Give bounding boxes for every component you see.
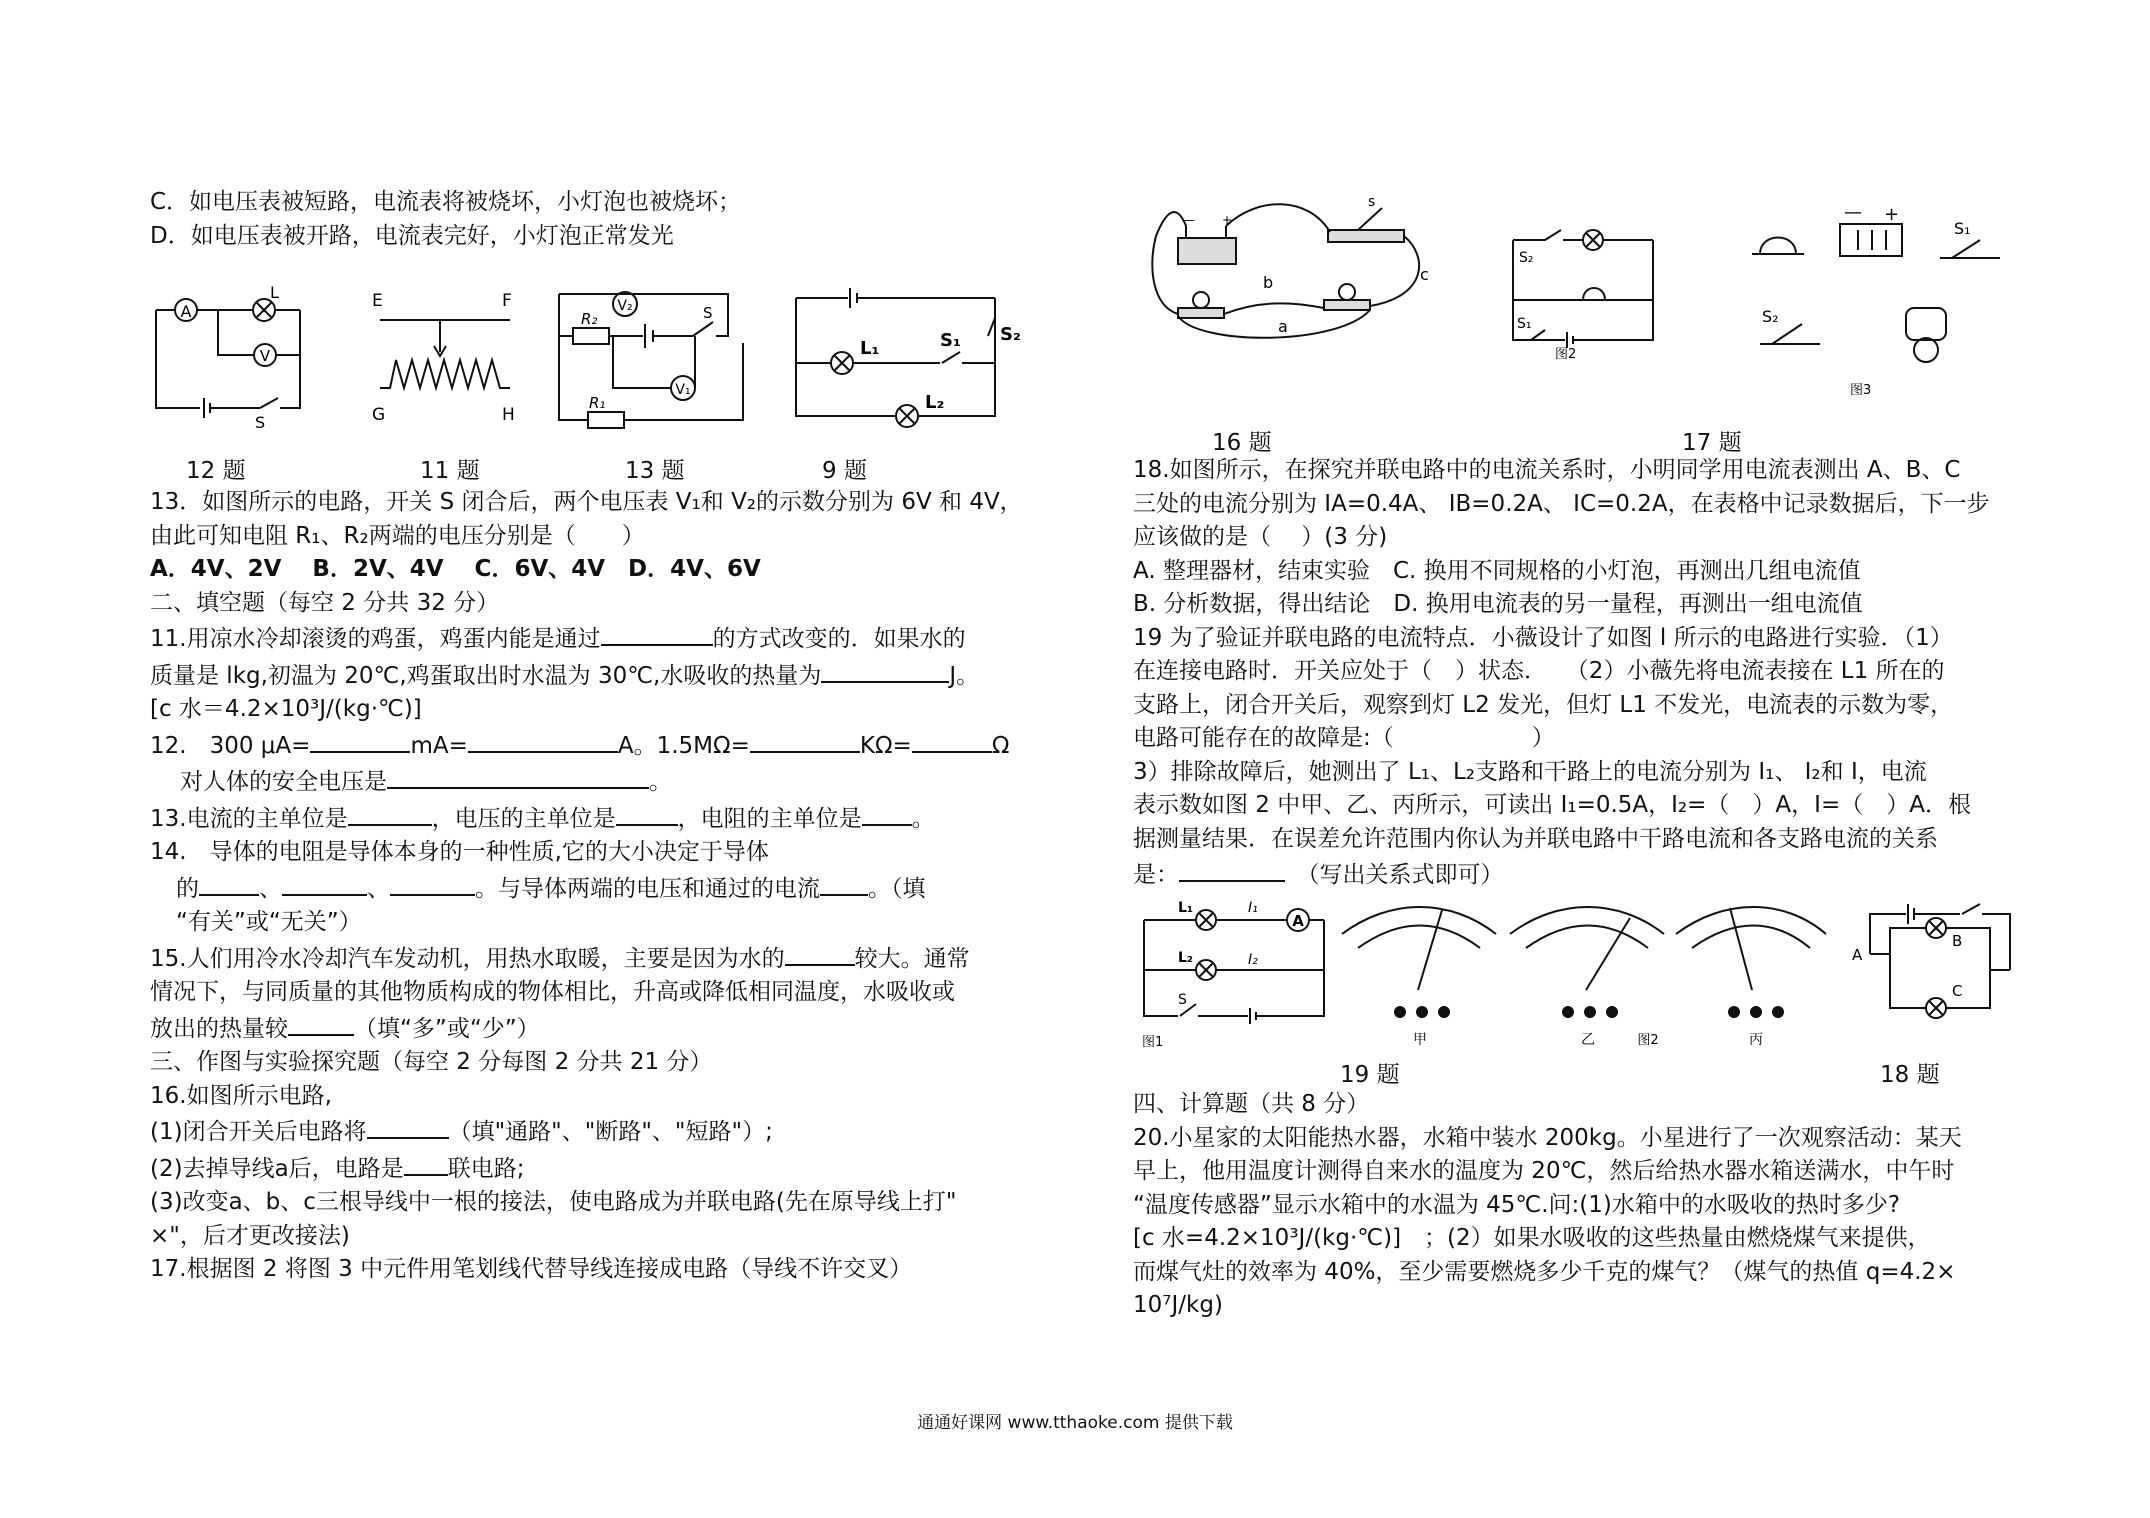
q16-blank-1 — [367, 1113, 449, 1139]
fig9-s2-label: S₂ — [1000, 324, 1021, 345]
figure-18-circuit — [1840, 894, 2020, 1034]
q16-blank-2 — [404, 1150, 448, 1176]
fig9-l2-label: L₂ — [925, 392, 945, 413]
q16-line5: ×"，后才更改接法) — [150, 1222, 350, 1249]
q18-options-2: B. 分析数据，得出结论 D. 换用电流表的另一量程，再测出一组电流值 — [1133, 591, 1863, 617]
left-column-body — [150, 486, 1050, 1287]
fig19-s-label: S — [1178, 992, 1187, 1008]
fig18-c-label: C — [1952, 982, 1963, 1000]
q19-line5: 3）排除故障后，她测出了 L₁、L₂支路和干路上的电流分别为 I₁、 I₂和 I，电流 — [1133, 758, 1927, 785]
fig16-plus-label: + — [1222, 213, 1233, 227]
q12-blank-5 — [387, 763, 649, 789]
q12-blank-4 — [912, 727, 992, 753]
option-c-line: C．如电压表被短路，电流表将被烧坏，小灯泡也被烧坏； — [150, 189, 742, 215]
q20-line1: 20.小星家的太阳能热水器，水箱中装水 200kg。小星进行了一次观察活动：某天 — [1133, 1124, 1962, 1151]
fig19-l1-label: L₁ — [1178, 900, 1194, 916]
q15-line3: 放出的热量较 （填“多”或“少”） — [150, 1010, 1050, 1047]
fig16-minus-label: — — [1183, 213, 1195, 227]
q19-line8: 是： （写出关系式即可） — [1133, 856, 2033, 893]
figure-19-ammeter-dials — [1330, 894, 1830, 1054]
q16-line1: 16.如图所示电路, — [150, 1082, 332, 1109]
caption-17: 17 题 — [1682, 430, 1742, 456]
q13-line1: 13．如图所示的电路，开关 S 闭合后，两个电压表 V₁和 V₂的示数分别为 6V 和 4V， — [150, 489, 1023, 515]
caption-11: 11 题 — [420, 458, 480, 484]
q19-line1: 19 为了验证并联电路的电流特点．小薇设计了如图 l 所示的电路进行实验．（1） — [1133, 624, 1953, 651]
q13f-blank-2 — [616, 800, 678, 826]
fig19-ammeter-label: A — [1292, 912, 1304, 930]
q18-line1: 18.如图所示，在探究并联电路中的电流关系时，小明同学用电流表测出 A、B、C — [1133, 457, 1961, 483]
caption-16: 16 题 — [1212, 430, 1272, 456]
dial-jia-label: 甲 — [1413, 1032, 1427, 1048]
fig3-s1-label: S₁ — [1954, 219, 1971, 238]
fig17-fig2-label: 图2 — [1555, 347, 1577, 362]
q20-line2: 早上，他用温度计测得自来水的温度为 20℃，然后给热水器水箱送满水，中午时 — [1133, 1158, 1955, 1184]
fig12-switch-label: S — [255, 413, 266, 432]
q12-blank-3 — [750, 727, 860, 753]
fig19-fig1-label: 图1 — [1142, 1035, 1164, 1050]
q14-line1: 14. 导体的电阻是导体本身的一种性质,它的大小决定于导体 — [150, 839, 769, 865]
q15-blank-1 — [785, 940, 855, 966]
q11-line2: 质量是 lkg,初温为 20℃,鸡蛋取出时水温为 30℃,水吸收的热量为 J。 — [150, 657, 1050, 694]
q20-line6: 10⁷J/kg) — [1133, 1292, 1223, 1318]
left-column — [150, 186, 1050, 253]
figure-11-rheostat — [370, 290, 520, 430]
q14-blank-1 — [199, 870, 259, 896]
q18-line3: 应该做的是（ ）(3 分) — [1133, 524, 1388, 550]
section-3-heading: 三、作图与实验探究题（每空 2 分每图 2 分共 21 分） — [150, 1049, 713, 1075]
q11-blank-1 — [601, 620, 713, 646]
option-d-line: D．如电压表被开路，电流表完好，小灯泡正常发光 — [150, 222, 674, 249]
q11-blank-2 — [821, 657, 949, 683]
fig13-s-label: S — [703, 304, 713, 322]
q12-blank-2 — [468, 727, 618, 753]
caption-12: 12 题 — [186, 458, 246, 484]
dial-bing-label: 丙 — [1749, 1032, 1763, 1048]
figure-12-circuit — [150, 283, 310, 432]
fig19-i2-label: I₂ — [1248, 952, 1258, 968]
fig16-b-label: b — [1263, 273, 1274, 292]
q15-line1: 15.人们用冷水冷却汽车发动机，用热水取暖，主要是因为水的 较大。通常 — [150, 940, 1050, 977]
q19-line6: 表示数如图 2 中甲、乙、丙所示，可读出 I₁=0.5A，I₂=（ ）A，I=（ ）A．根 — [1133, 792, 1971, 818]
caption-13: 13 题 — [625, 458, 685, 484]
q11-line1: 11.用凉水冷却滚烫的鸡蛋，鸡蛋内能是通过 的方式改变的．如果水的 — [150, 620, 1050, 657]
q16-line2: (1)闭合开关后电路将 （填"通路"、"断路"、"短路"）; — [150, 1113, 1050, 1150]
dial-fig2-label: 图2 — [1637, 1033, 1659, 1048]
section-2-heading: 二、填空题（每空 2 分共 32 分） — [150, 589, 500, 616]
caption-9: 9 题 — [822, 458, 867, 484]
caption-19: 19 题 — [1340, 1062, 1400, 1088]
q19-line3: 支路上，闭合开关后，观察到灯 L2 发光，但灯 L1 不发光，电流表的示数为零， — [1133, 691, 1954, 718]
fig11-f-label: F — [502, 291, 512, 311]
q11-line3: [c 水＝4.2×10³J/(kg·℃)] — [150, 696, 422, 722]
fig19-i1-label: I₁ — [1248, 900, 1258, 916]
q12-line2: 对人体的安全电压是 。 — [150, 763, 1050, 800]
q12-blank-1 — [310, 727, 410, 753]
q19-blank — [1179, 856, 1285, 882]
fig16-c-label: c — [1420, 265, 1429, 284]
fig3-plus-label: + — [1884, 204, 1900, 225]
fig13-r1-label: R₁ — [589, 394, 606, 412]
q17-line: 17.根据图 2 将图 3 中元件用笔划线代替导线连接成电路（导线不许交叉） — [150, 1256, 913, 1282]
fig19-l2-label: L₂ — [1178, 950, 1194, 966]
figure-16-wiring — [1138, 196, 1438, 346]
q19-line4: 电路可能存在的故障是:（ ） — [1133, 725, 1555, 751]
right-column-calc — [1133, 1088, 2033, 1323]
q13f-blank-1 — [348, 800, 432, 826]
q16-line3: (2)去掉导线a后，电路是 联电路; — [150, 1150, 1050, 1187]
fig11-g-label: G — [372, 405, 386, 425]
q19-line2: 在连接电路时．开关应处于（ ）状态． （2）小薇先将电流表接在 L1 所在的 — [1133, 658, 1945, 684]
q13-options: A．4V、2V B．2V、4V C．6V、4V D．4V、6V — [150, 556, 761, 582]
q13-fill-line: 13.电流的主单位是 ，电压的主单位是 ，电阻的主单位是 。 — [150, 800, 1050, 837]
q20-line5: 而煤气灶的效率为 40%，至少需要燃烧多少千克的煤气？（煤气的热值 q=4.2× — [1133, 1258, 1956, 1285]
q14-line2: 的 、 、 。与导体两端的电压和通过的电流 。（填 — [150, 870, 1050, 907]
fig17-s2-label: S₂ — [1519, 250, 1534, 266]
figure-19-circuit — [1138, 894, 1328, 1054]
fig13-v1-label: V₁ — [675, 382, 691, 398]
q19-line7: 据测量结果．在误差允许范围内你认为并联电路中干路电流和各支路电流的关系 — [1133, 825, 1938, 852]
q12-line1: 12. 300 μA= mA= A。1.5MΩ= KΩ= Ω — [150, 727, 1050, 764]
q18-line2: 三处的电流分别为 IA=0.4A、 IB=0.2A、 IC=0.2A，在表格中记录数据后，下一步 — [1133, 490, 1990, 517]
fig12-voltmeter-label: V — [259, 347, 271, 365]
fig13-r2-label: R₂ — [581, 310, 598, 328]
caption-18: 18 题 — [1880, 1062, 1940, 1088]
fig17-s1-label: S₁ — [1517, 316, 1532, 332]
fig18-a-label: A — [1852, 946, 1863, 964]
section-4-heading: 四、计算题（共 8 分） — [1133, 1091, 1370, 1117]
right-column-body — [1133, 454, 2033, 893]
fig12-ammeter-label: A — [180, 302, 192, 321]
q20-line3: “温度传感器”显示水箱中的水温为 45℃.问:(1)水箱中的水吸收的热时多少? — [1133, 1191, 1901, 1218]
fig9-l1-label: L₁ — [860, 338, 880, 359]
q16-line4: (3)改变a、b、c三根导线中一根的接法，使电路成为并联电路(先在原导线上打" — [150, 1189, 957, 1215]
figure-9-circuit — [790, 288, 1020, 423]
q18-options-1: A. 整理器材，结束实验 C. 换用不同规格的小灯泡，再测出几组电流值 — [1133, 557, 1861, 584]
fig16-a-label: a — [1278, 317, 1288, 336]
q13f-blank-3 — [862, 800, 912, 826]
figure-17-circuit-diagram — [1505, 210, 1660, 362]
fig3-minus-label: — — [1844, 202, 1862, 223]
fig3-s2-label: S₂ — [1762, 307, 1779, 326]
q14-blank-2 — [282, 870, 367, 896]
fig11-h-label: H — [502, 405, 515, 425]
fig11-e-label: E — [372, 291, 383, 311]
figure-13-circuit — [553, 288, 753, 428]
q15-blank-2 — [288, 1010, 354, 1036]
fig18-b-label: B — [1952, 932, 1963, 950]
fig3-label: 图3 — [1850, 383, 1872, 398]
q20-line4: [c 水=4.2×10³J/(kg·℃)] ；(2）如果水吸收的这些热量由燃烧煤气来提供， — [1133, 1225, 1931, 1251]
q14-line3: “有关”或“无关”） — [176, 909, 362, 935]
figure-17-components — [1740, 204, 2010, 404]
fig9-s1-label: S₁ — [940, 330, 961, 351]
fig13-v2-label: V₂ — [617, 298, 633, 314]
fig16-s-label: s — [1368, 194, 1376, 210]
footer-credit: 通通好课网 www.tthaoke.com 提供下载 — [917, 1413, 1233, 1433]
q14-blank-3 — [390, 870, 475, 896]
dial-yi-label: 乙 — [1581, 1032, 1595, 1048]
q13-line2: 由此可知电阻 R₁、R₂两端的电压分别是（ ） — [150, 522, 645, 549]
q14-blank-4 — [820, 870, 868, 896]
q15-line2: 情况下，与同质量的其他物质构成的物体相比，升高或降低相同温度，水吸收或 — [150, 979, 955, 1005]
fig12-lamp-label: L — [270, 283, 279, 302]
